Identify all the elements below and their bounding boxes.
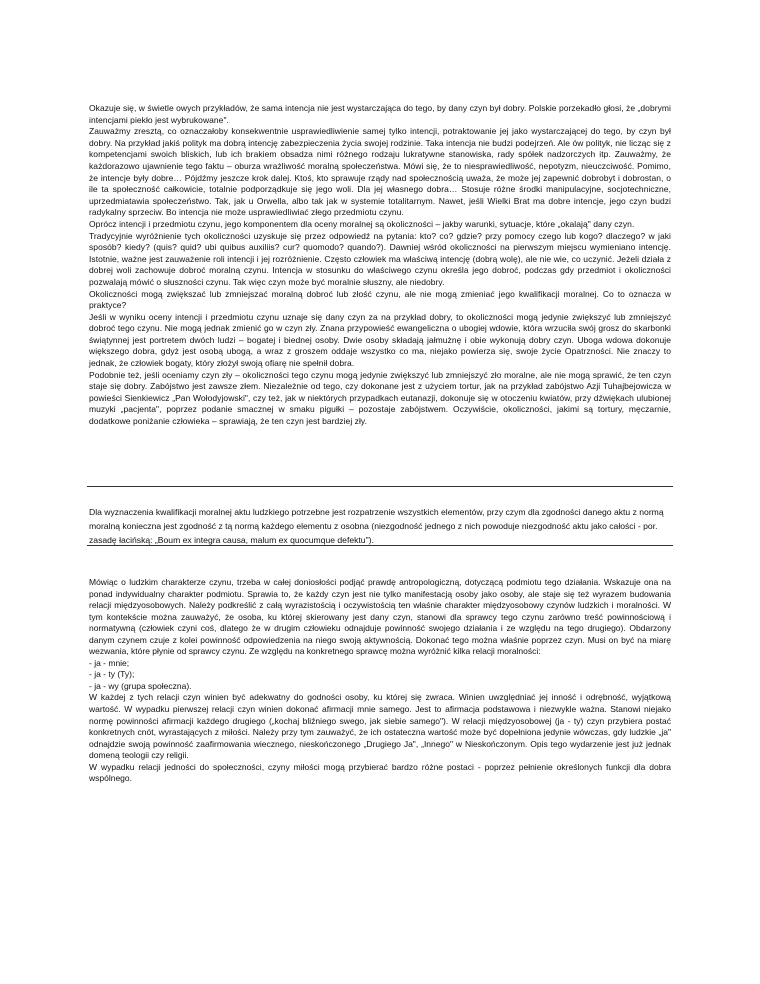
- list-item: - ja - mnie;: [89, 657, 130, 668]
- paragraph: Podobnie też, jeśli oceniamy czyn zły – okoliczności tego czynu mogą jedynie zwiększyć lub zmniejszyć zło moralne, ale nie mogą sprawić, że ten czyn staje się dobry. Zabójstwo jest zawsze złem. Niezależnie od tego, czy dokonane jest z użyciem tortur, jak na przykład zabójstwo Azji Tuhajbejowicza w powieści Sienkiewicz „Pan Wołodyjowski", czy też, jak w niektórych przypadkach eutanazji, dokonuje się w otoczeniu kwiatów, przy dźwiękach ulubionej muzyki „pacjenta", poprzez podanie smacznej w smaku pigułki – pozostaje zabójstwem. Oczywiście, okoliczności, jakimi są tortury, męczarnie, dodatkowe poniżanie człowieka – sprawiają, że ten czyn jest bardziej zły.: [89, 369, 671, 427]
- section-intention-and-circumstances: [89, 103, 671, 428]
- paragraph: Tradycyjnie wyróżnienie tych okoliczności uzyskuje się przez odpowiedź na pytania: kto? co? gdzie? przy pomocy czego lub kogo? dlaczego? w jaki sposób? kiedy? (quis? quid? ubi quibus auxiliis? cur? quomodo? quando?). Dawniej wśród okoliczności na pierwszym miejscu wymieniano intencję. Istotnie, ważne jest zauważenie roli intencji i jej rozróżnienie. Często człowiek ma właściwą intencję (dobrą wolę), ale nie wie, co uczynić. Jeżeli działa z dobrej woli zachowuje dobroć moralną czynu. Intencja w stosunku do właściwego czynu określa jego dobroć, podczas gdy przedmiot i okoliczności pozwalają mówić o słuszności czynu. Tak więc czyn może być moralnie słuszny, ale niedobry.: [89, 230, 671, 287]
- paragraph: Jeśli w wyniku oceny intencji i przedmiotu czynu uznaje się dany czyn za na przykład dobry, to okoliczności mogą jedynie zwiększyć lub zmniejszyć dobroć tego czynu. Nie mogą jednak zmienić go w czyn zły. Znana przypowieść ewangeliczna o ubogiej wdowie, która wrzuciła swój grosz do skarbonki świątynnej jest portretem dwóch ludzi – bogatej i biednej osoby. Dwie osoby składają jałmużnę i obie wykonują dobry czyn. Uboga wdowa dokonuje większego dobra, gdyż jest osobą ubogą, a wraz z groszem oddaje wszystko co ma, niejako powierza się, swoje życie Opatrzności. Nie znaczy to jednak, że człowiek bogaty, który złożył swoją ofiarę nie spełnił dobra.: [89, 311, 671, 369]
- paragraph: Okoliczności mogą zwiększać lub zmniejszać moralną dobroć lub złość czynu, ale nie mogą zmieniać jego kwalifikacji moralnej. Co to oznacza w praktyce?: [89, 288, 671, 311]
- paragraph: Okazuje się, w świetle owych przykładów, że sama intencja nie jest wystarczająca do tego, by dany czyn był dobry. Polskie porzekadło głosi, że „dobrymi intencjami piekło jest wybrukowane".: [89, 103, 671, 125]
- paragraph: Mówiąc o ludzkim charakterze czynu, trzeba w całej doniosłości podjąć prawdę antropologiczną, dotyczącą podmiotu tego działania. Wskazuje ona na ponad indywidualny charakter podmiotu. Sprawia to, że każdy czyn jest nie tylko manifestacją osoby jako osoby, ale staje się też wyrazem budowania relacji międzyosobowych. Należy podkreślić z całą wyrazistością i oczywistością ten właśnie charakter międzyosobowy czynów ludzkich i moralności. W tym kontekście można zauważyć, że osoba, ku której skierowany jest dany czyn, stanowi dla sprawcy tego czynu zarówno treść powinnościową i normatywną (człowiek czyni coś, dlatego że w drugim człowieku odnajduje powinność swojego działania i ze względu na tego drugiego). Obdarzony danym czynem czuje z kolei powinność odpowiedzenia na niego swoją aktywnością. Dokonać tego można właśnie poprzez czyn. Musi on być na miarę wezwania, które płynie od sprawcy czynu. Ze względu na konkretnego sprawcę można wyróżnić kilka relacji moralności:: [89, 577, 671, 657]
- paragraph: W wypadku relacji jedności do społeczności, czyny miłości mogą przybierać bardzo różne postaci - poprzez pełnienie określonych funkcji dla dobra wspólnego.: [89, 761, 671, 784]
- list-item: - ja - ty (Ty);: [89, 669, 135, 680]
- list-item: - ja - wy (grupa społeczna).: [89, 680, 192, 691]
- section-interpersonal-character: [89, 577, 671, 785]
- paragraph: Oprócz intencji i przedmiotu czynu, jego komponentem dla oceny moralnej są okoliczności – jakby warunki, sytuacje, które „okalają" dany czyn.: [89, 218, 635, 229]
- paragraph: Zauważmy zresztą, co oznaczałoby konsekwentnie usprawiedliwienie samej tylko intencji, potraktowanie jej jako wystarczającej do tego, by czyn był dobry. Na przykład jakiś polityk ma dobrą intencję zabezpieczenia życia swojej rodzinie. Taka intencja nie budzi podejrzeń. Ale ów polityk, nie licząc się z kompetencjami swoich bliskich, lub ich brakiem obsadza nimi różnego rodzaju lukratywne stanowiska, rady spółek nadzorczych itp. Zauważmy, że każdorazowo ujawnienie tego faktu – oburza wrażliwość moralną społeczeństwa. Mówi się, że to niesprawiedliwość, nepotyzm, nieuczciwość. Pomimo, że intencje były dobre… Pójdźmy jeszcze krok dalej. Ktoś, kto sprawuje rządy nad społecznością uważa, że może jej zapewnić dobrobyt i dobrostan, o ile ta społeczność całkowicie, totalnie podporządkuje się jego woli. Dla jej własnego dobra… Stosuje różne środki manipulacyjne, socjotechniczne, uprzedmiatawia społeczeństwo. Tak, jak u Orwella, albo tak jak w systemie totalitarnym. Nawet, jeśli Wielki Brat ma dobre intencje, jego czyn budzi radykalny sprzeciw. Bo intencja nie może usprawiedliwiać złego przedmiotu czynu.: [89, 126, 671, 218]
- section-moral-qualification-box: [89, 505, 671, 548]
- divider-top: [87, 486, 673, 487]
- relations-list: [89, 658, 671, 693]
- boxed-paragraph: Dla wyznaczenia kwalifikacji moralnej aktu ludzkiego potrzebne jest rozpatrzenie wszystkich elementów, przy czym dla zgodności danego aktu z normą moralną konieczna jest zgodność z tą normą każdego elementu z osobna (niezgodność jednego z nich powoduje niezgodność aktu jako całości - por. zasadę łacińską: „Boum ex integra causa, malum ex quocumque defektu").: [89, 507, 664, 546]
- divider-bottom: [87, 545, 673, 546]
- paragraph: W każdej z tych relacji czyn winien być adekwatny do godności osoby, ku której się zwraca. Winien uwzględniać jej inność i odrębność, wyjątkową wartość. W wypadku pierwszej relacji czyn winien dokonać afirmacji mnie samego. Jest to afirmacja podstawowa i niezwykle ważna. Stanowi niejako normę powinności afirmacji każdego drugiego („kochaj bliźniego swego, jak siebie samego"). W relacji międzyosobowej (ja - ty) czyn przybiera postać konkretnych cnót, wyrastających z miłości. Należy przy tym zauważyć, że ich ostateczna wartość może być dopełniona jedynie wówczas, gdy ludzkie „ja" odnajdzie swoją powinność zaafirmowania wiecznego, nieskończonego „Drugiego Ja", „Innego" w Nieskończonym. Opis tego wydarzenie jest już jednak domeną teologii czy religii.: [89, 692, 671, 761]
